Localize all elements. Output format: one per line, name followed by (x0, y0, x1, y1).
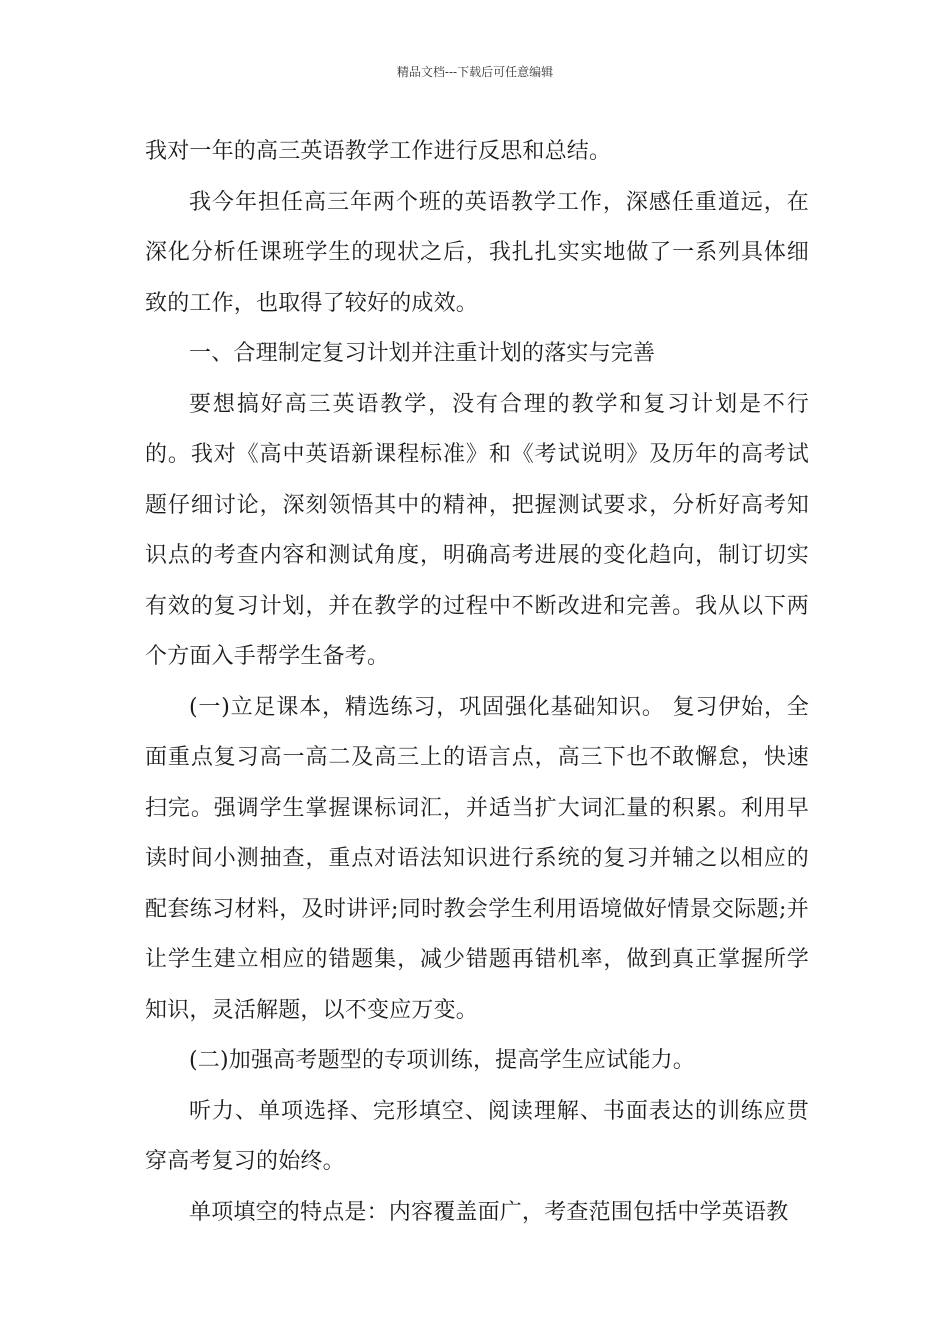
paragraph-subsection-2: (二)加强高考题型的专项训练，提高学生应试能力。 (189, 1048, 695, 1073)
page-header: 精品文档---下载后可任意编辑 (396, 65, 554, 79)
paragraph-review-plan: 要想搞好高三英语教学，没有合理的教学和复习计划是不行的。我对《高中英语新课程标准》和《考试说明》及历年的高考试题仔细讨论，深刻领悟其中的精神，把握测试要求，分析好高考知识点的考查内容和测试角度，明确高考进展的变化趋向，制订切实有效的复习计划，并在教学的过程中不断改进和完善。我从以下两个方面入手帮学生备考。 (145, 391, 809, 669)
paragraph-subsection-1: (一)立足课本，精选练习，巩固强化基础知识。 复习伊始，全面重点复习高一高二及高三上的语言点，高三下也不敢懈怠，快速扫完。强调学生掌握课标词汇，并适当扩大词汇量的积累。利用早读时间小测抽查，重点对语法知识进行系统的复习并辅之以相应的配套练习材料，及时讲评;同时教会学生利用语境做好情景交际题;并让学生建立相应的错题集，减少错题再错机率，做到真正掌握所学知识，灵活解题，以不变应万变。 (145, 694, 809, 1023)
paragraph-intro: 我对一年的高三英语教学工作进行反思和总结。 (145, 139, 612, 164)
paragraph-skills-training: 听力、单项选择、完形填空、阅读理解、书面表达的训练应贯穿高考复习的始终。 (145, 1098, 809, 1174)
paragraph-overview: 我今年担任高三年两个班的英语教学工作，深感任重道远，在深化分析任课班学生的现状之后，我扎扎实实地做了一系列具体细致的工作，也取得了较好的成效。 (145, 189, 809, 316)
document-body (145, 127, 809, 1238)
paragraph-single-choice: 单项填空的特点是：内容覆盖面广，考查范围包括中学英语教 (189, 1199, 789, 1225)
section-heading-1: 一、合理制定复习计划并注重计划的落实与完善 (189, 341, 656, 366)
